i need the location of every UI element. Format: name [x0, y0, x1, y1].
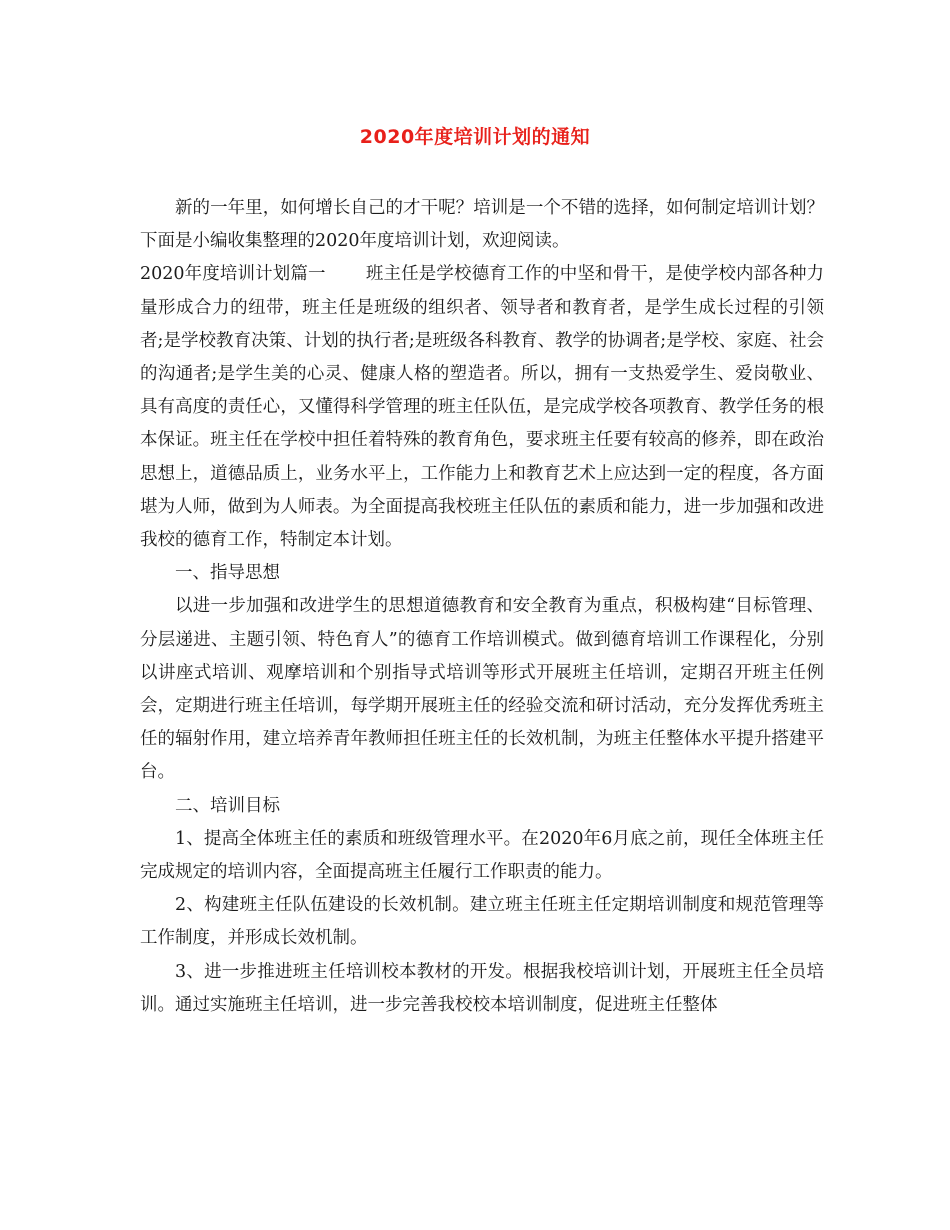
goal-item-2: 2、构建班主任队伍建设的长效机制。建立班主任班主任定期培训制度和规范管理等工作制度，并形成长效机制。 — [140, 895, 824, 949]
goal-item-1: 1、提高全体班主任的素质和班级管理水平。在2020年6月底之前，现任全体班主任完成规定的培训内容，全面提高班主任履行工作职责的能力。 — [140, 828, 824, 883]
section-label: 2020年度培训计划篇一 — [140, 264, 326, 285]
guiding-thought-paragraph: 以进一步加强和改进学生的思想道德教育和安全教育为重点，积极构建“目标管理、分层递进、主题引领、特色育人”的德育工作培训模式。做到德育培训工作课程化，分别以讲座式培训、观摩培训和个别指导式培训等形式开展班主任培训，定期召开班主任例会，定期进行班主任培训，每学期开展班主任的经验交流和研讨活动，充分发挥优秀班主任的辐射作用，建立培养青年教师担任班主任的长效机制，为班主任整体水平提升搭建平台。 — [140, 596, 824, 783]
section-paragraph — [140, 258, 824, 557]
heading-guiding-thought: 一、指导思想 — [175, 563, 280, 584]
document-body — [140, 192, 824, 1022]
goal-item-3: 3、进一步推进班主任培训校本教材的开发。根据我校培训计划，开展班主任全员培训。通过实施班主任培训，进一步完善我校校本培训制度，促进班主任整体 — [140, 961, 824, 1015]
document-title: 2020年度培训计划的通知 — [359, 126, 591, 148]
intro-paragraph: 新的一年里，如何增长自己的才干呢？培训是一个不错的选择，如何制定培训计划？下面是小编收集整理的2020年度培训计划，欢迎阅读。 — [140, 198, 824, 252]
heading-training-goals: 二、培训目标 — [175, 795, 280, 816]
section-text: 班主任是学校德育工作的中坚和骨干，是使学校内部各种力量形成合力的纽带，班主任是班级的组织者、领导者和教育者，是学生成长过程的引领者;是学校教育决策、计划的执行者;是班级各科教育、教学的协调者;是学校、家庭、社会的沟通者;是学生美的心灵、健康人格的塑造者。所以，拥有一支热爱学生、爱岗敬业、具有高度的责任心，又懂得科学管理的班主任队伍，是完成学校各项教育、教学任务的根本保证。班主任在学校中担任着特殊的教育角色，要求班主任要有较高的修养，即在政治思想上，道德品质上，业务水平上，工作能力上和教育艺术上应达到一定的程度，各方面堪为人师，做到为人师表。为全面提高我校班主任队伍的素质和能力，进一步加强和改进我校的德育工作，特制定本计划。 — [140, 264, 824, 551]
